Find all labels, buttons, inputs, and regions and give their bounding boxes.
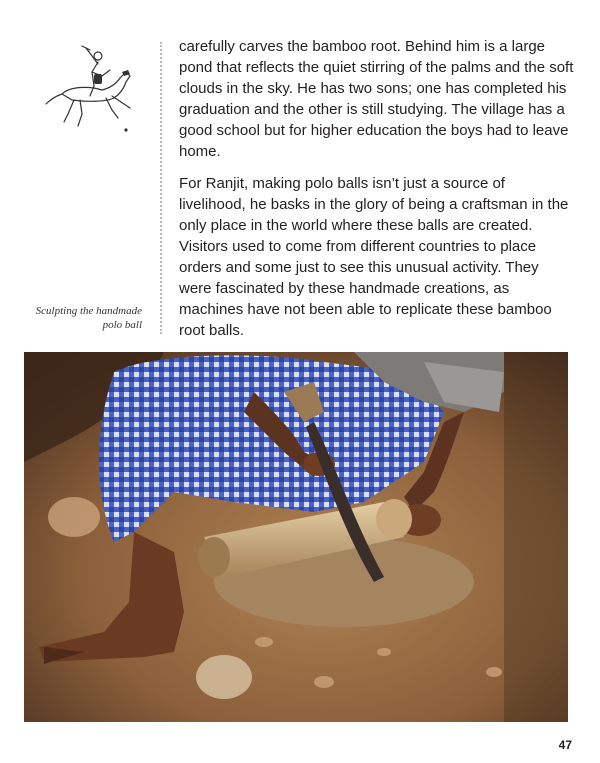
paragraph: For Ranjit, making polo balls isn’t just a source of livelihood, he basks in the glory of being a craftsman in the only place in the world where these balls are created. Visitors used to come from different countries to place orders and some just to see this unusual activity. They were fascinated by these handmade creations, as machines have not been able to replicate these bamboo root balls. (179, 175, 569, 339)
paragraph: carefully carves the bamboo root. Behind him is a large pond that reflects the quiet stirring of the palms and the soft clouds in the sky. He has two sons; one has completed his graduation and the other is still studying. The village has a good school but for higher education the boys had to leave home. (179, 38, 574, 160)
margin-divider (160, 42, 162, 334)
craftsman-photo (24, 352, 568, 722)
page-number: 47 (558, 738, 572, 752)
photo-caption: Sculpting the handmade polo ball (35, 305, 142, 331)
polo-player-sketch-icon (40, 42, 140, 142)
